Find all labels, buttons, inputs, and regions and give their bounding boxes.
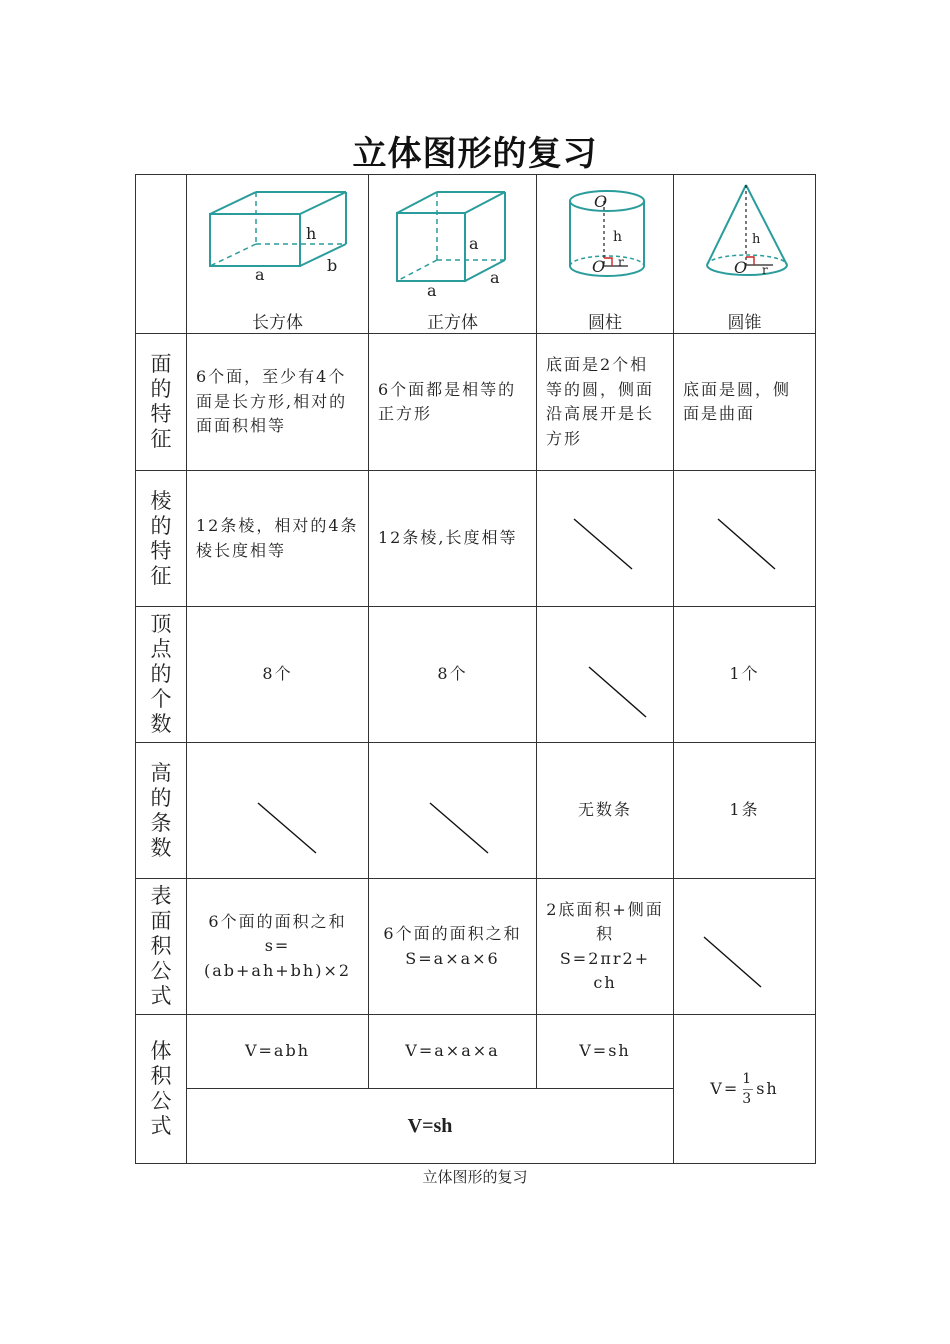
faces-cylinder: 底面是2个相等的圆，侧面沿高展开是长方形: [546, 355, 655, 448]
volume-cone: [674, 1015, 815, 1163]
cube-label-a-bottom: a: [427, 281, 437, 300]
vertices-cone: 1个: [729, 664, 760, 684]
surface-cuboid-formula: s=(ab+ah+bh)×2: [203, 936, 352, 980]
na-slash: [718, 519, 775, 569]
cone-label-r: r: [762, 263, 768, 277]
volume-cone-suffix: sh: [756, 1078, 779, 1098]
cone-label-o: O: [734, 258, 748, 277]
cylinder-label-o-top: O: [594, 192, 608, 211]
surface-cuboid-desc: 6个面的面积之和: [208, 911, 347, 931]
row-header-heights: 高的条数: [150, 760, 172, 860]
cuboid-diagram: [210, 192, 346, 266]
vertices-cuboid: 8个: [262, 664, 293, 684]
cube-label-a-side: a: [469, 234, 479, 253]
fraction-numerator: 1: [742, 1070, 754, 1087]
cuboid-label-h: h: [306, 224, 317, 243]
row-header-vertices: 顶点的个数: [150, 612, 172, 736]
shape-name-cube: 正方体: [427, 313, 478, 333]
heights-cylinder: 无数条: [577, 800, 632, 820]
faces-cube: 6个面都是相等的正方形: [378, 379, 517, 423]
row-header-edges: 棱的特征: [150, 488, 172, 588]
edges-cube: 12条棱,长度相等: [378, 528, 518, 548]
cylinder-label-o-bottom: O: [592, 257, 606, 276]
shape-name-cuboid: 长方体: [252, 313, 303, 333]
cuboid-label-a: a: [255, 265, 265, 284]
surface-cuboid: [187, 879, 368, 1014]
cube-label-a-right: a: [490, 268, 500, 287]
na-slash: [574, 519, 632, 569]
cube-diagram: [397, 192, 505, 281]
surface-cylinder-desc: 2底面积+侧面积: [546, 899, 664, 943]
edges-cuboid: 12条棱，相对的4条棱长度相等: [196, 516, 359, 560]
page-title: 立体图形的复习: [352, 134, 598, 174]
volume-merged-formula: V=sh: [407, 1114, 453, 1137]
cylinder-label-r: r: [618, 255, 624, 269]
shape-name-cone: 圆锥: [727, 313, 762, 333]
volume-cylinder: V=sh: [579, 1041, 631, 1061]
one-third-fraction: [742, 1072, 753, 1107]
faces-cuboid: 6个面，至少有4个面是长方形,相对的面面积相等: [196, 367, 348, 436]
heights-cone: 1条: [729, 800, 760, 820]
surface-cube-formula: S=a×a×6: [405, 948, 500, 968]
volume-cuboid: V=abh: [244, 1041, 311, 1061]
vertices-cube: 8个: [437, 664, 468, 684]
na-slash: [589, 667, 646, 717]
volume-cube: V=a×a×a: [405, 1041, 500, 1061]
fraction-denominator: 3: [742, 1090, 754, 1107]
faces-cone: 底面是圆，侧面是曲面: [683, 379, 792, 423]
cuboid-label-b: b: [327, 256, 338, 275]
na-slash: [430, 803, 488, 853]
surface-cylinder-formula: S=2πr2+ ch: [559, 948, 651, 992]
volume-cone-prefix: V=: [710, 1078, 740, 1098]
volume-merged: [187, 1089, 673, 1163]
page-footer: 立体图形的复习: [422, 1168, 528, 1186]
shape-name-cylinder: 圆柱: [588, 313, 622, 333]
surface-cylinder: [537, 879, 673, 1014]
surface-cube-desc: 6个面的面积之和: [383, 924, 522, 943]
row-header-volume: 体积公式: [150, 1039, 172, 1138]
row-header-surface-area: 表面积公式: [150, 884, 172, 1008]
na-slash: [704, 937, 761, 987]
row-header-faces: 面的特征: [150, 352, 172, 451]
cone-label-h: h: [752, 232, 761, 247]
cylinder-label-h: h: [613, 229, 623, 245]
surface-cube: [369, 879, 536, 1014]
na-slash: [258, 803, 316, 853]
